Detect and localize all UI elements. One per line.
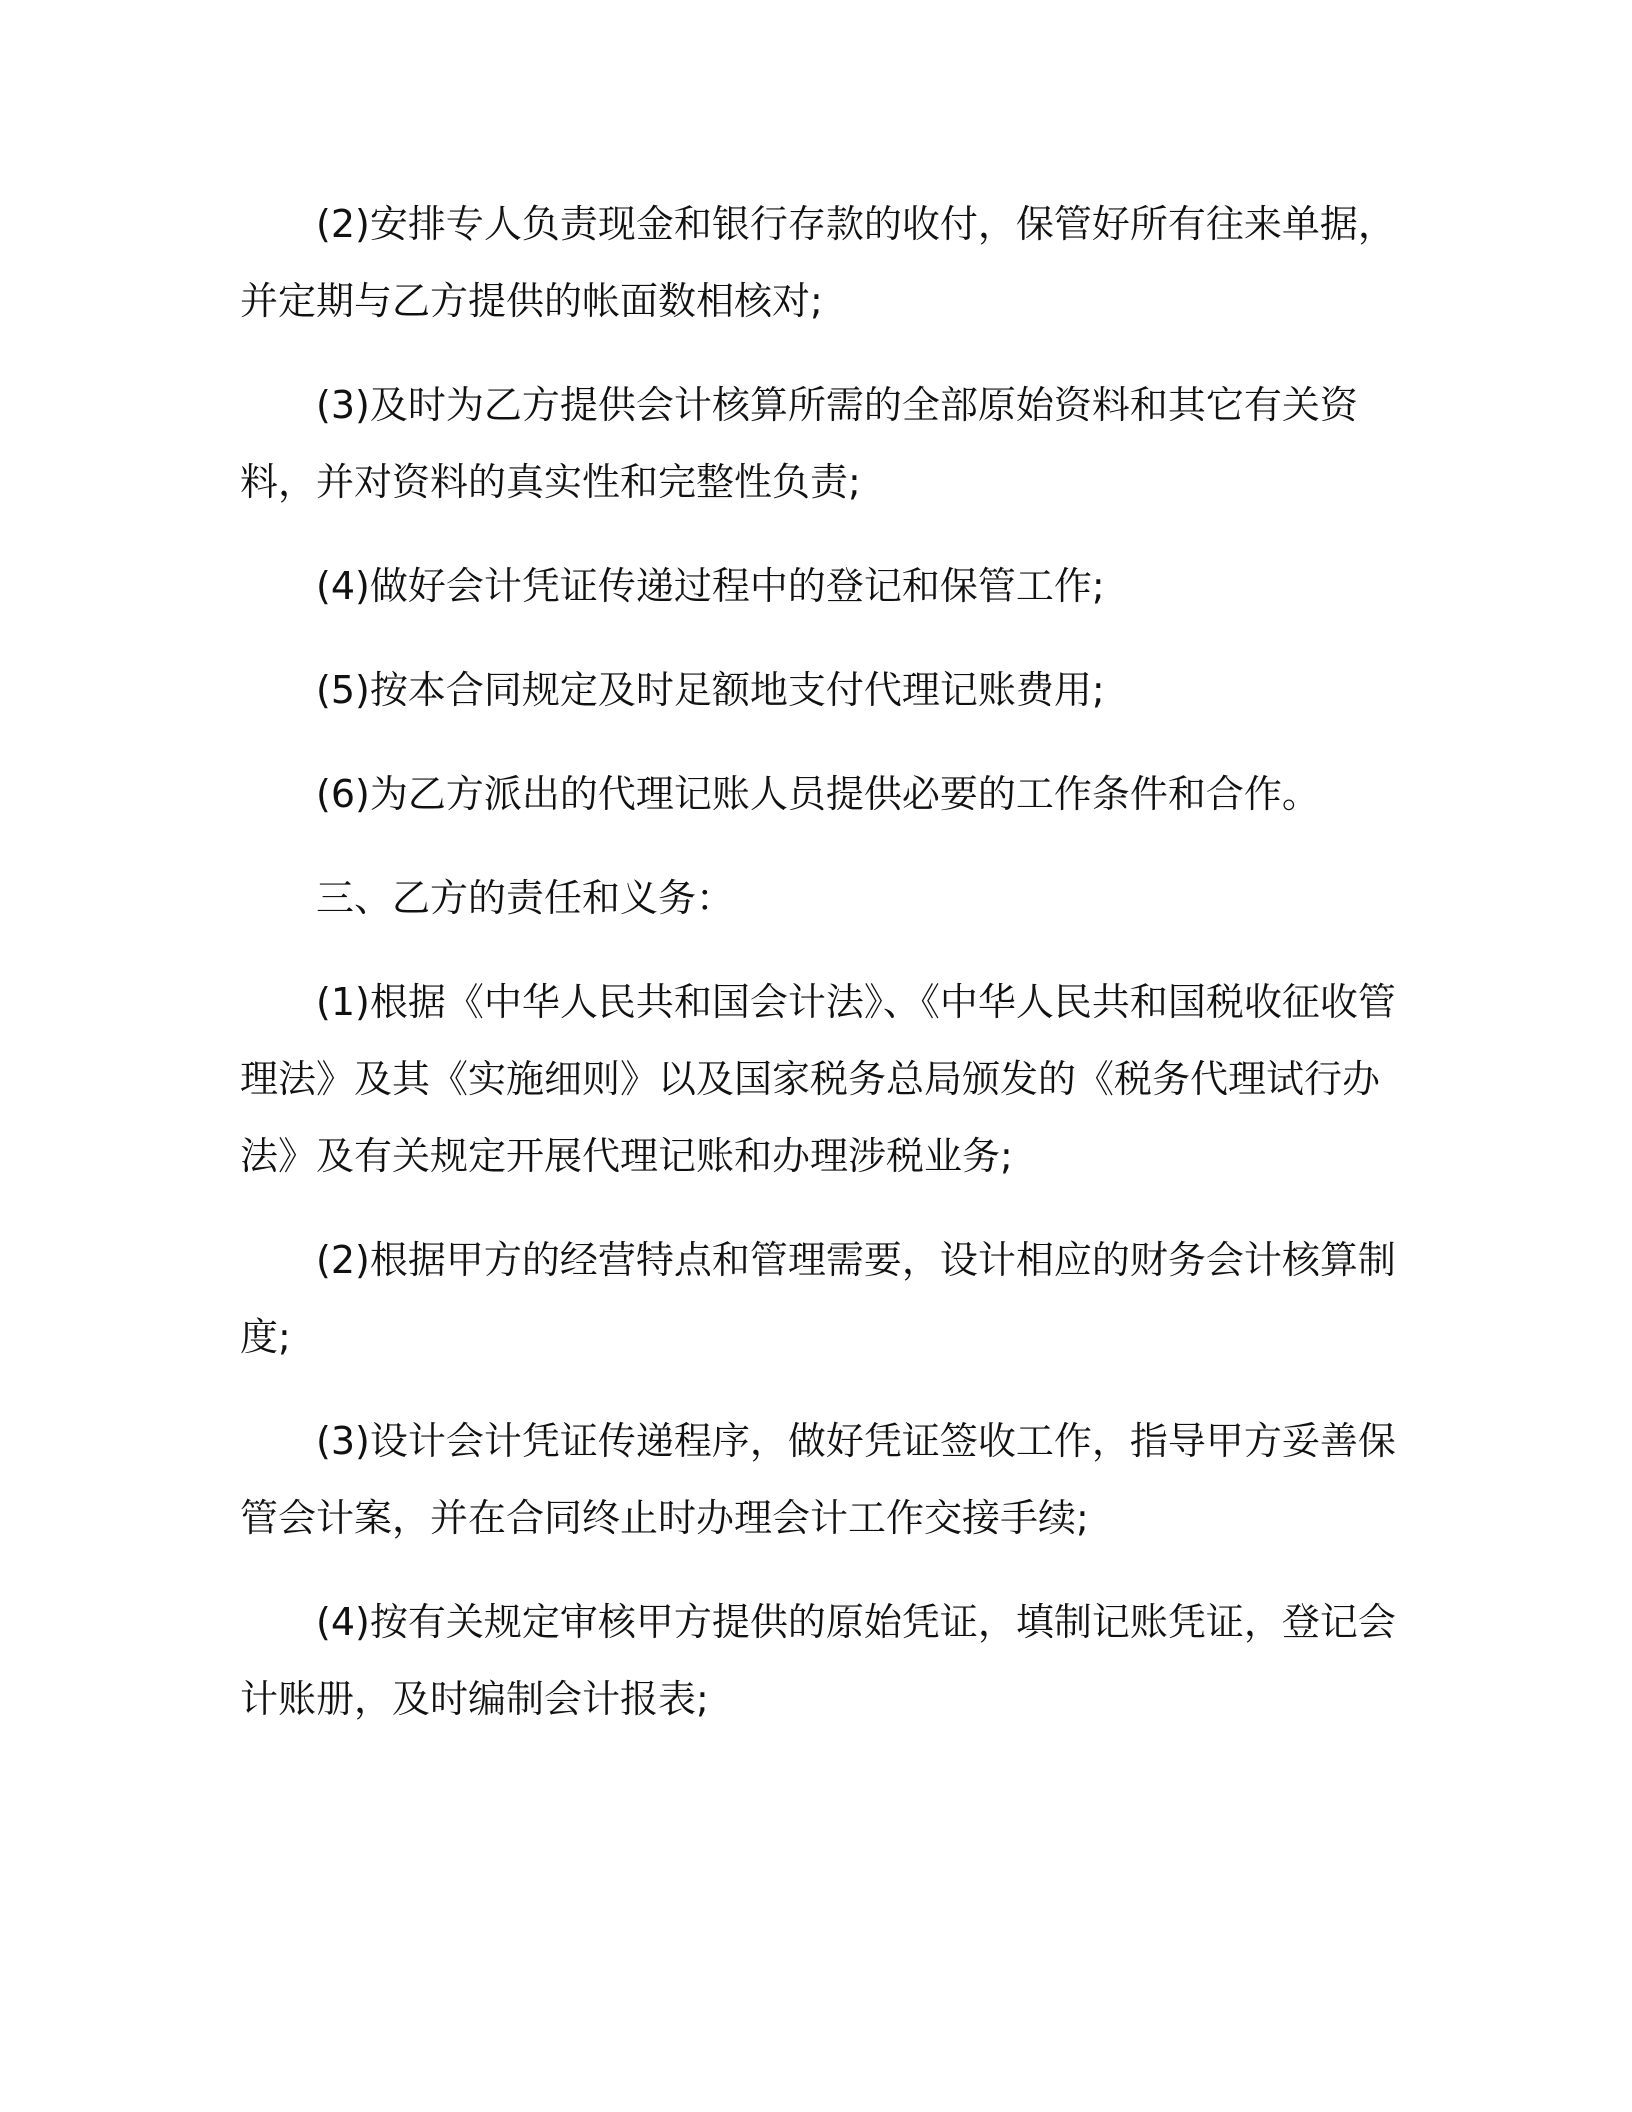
paragraph-party-b-duty-4: (4)按有关规定审核甲方提供的原始凭证，填制记账凭证，登记会计账册，及时编制会计报表; [240, 1600, 1396, 1721]
paragraph-party-b-duty-3: (3)设计会计凭证传递程序，做好凭证签收工作，指导甲方妥善保管会计案，并在合同终止时办理会计工作交接手续; [240, 1419, 1396, 1540]
section-heading-party-b-duties: 三、乙方的责任和义务： [316, 876, 735, 920]
paragraph-party-a-duty-5: (5)按本合同规定及时足额地支付代理记账费用; [316, 668, 1105, 712]
paragraph-party-a-duty-4: (4)做好会计凭证传递过程中的登记和保管工作; [316, 564, 1105, 608]
paragraph-party-b-duty-1: (1)根据《中华人民共和国会计法》、《中华人民共和国税收征收管理法》及其《实施细则》以及国家税务总局颁发的《税务代理试行办法》及有关规定开展代理记账和办理涉税业务; [240, 980, 1396, 1178]
document-body [240, 186, 1400, 1765]
paragraph-party-a-duty-3: (3)及时为乙方提供会计核算所需的全部原始资料和其它有关资料，并对资料的真实性和完整性负责; [240, 383, 1358, 504]
paragraph-party-a-duty-6: (6)为乙方派出的代理记账人员提供必要的工作条件和合作。 [316, 772, 1320, 816]
paragraph-party-b-duty-2: (2)根据甲方的经营特点和管理需要，设计相应的财务会计核算制度; [240, 1238, 1396, 1359]
paragraph-party-a-duty-2: (2)安排专人负责现金和银行存款的收付，保管好所有往来单据，并定期与乙方提供的帐面数相核对; [240, 202, 1396, 323]
